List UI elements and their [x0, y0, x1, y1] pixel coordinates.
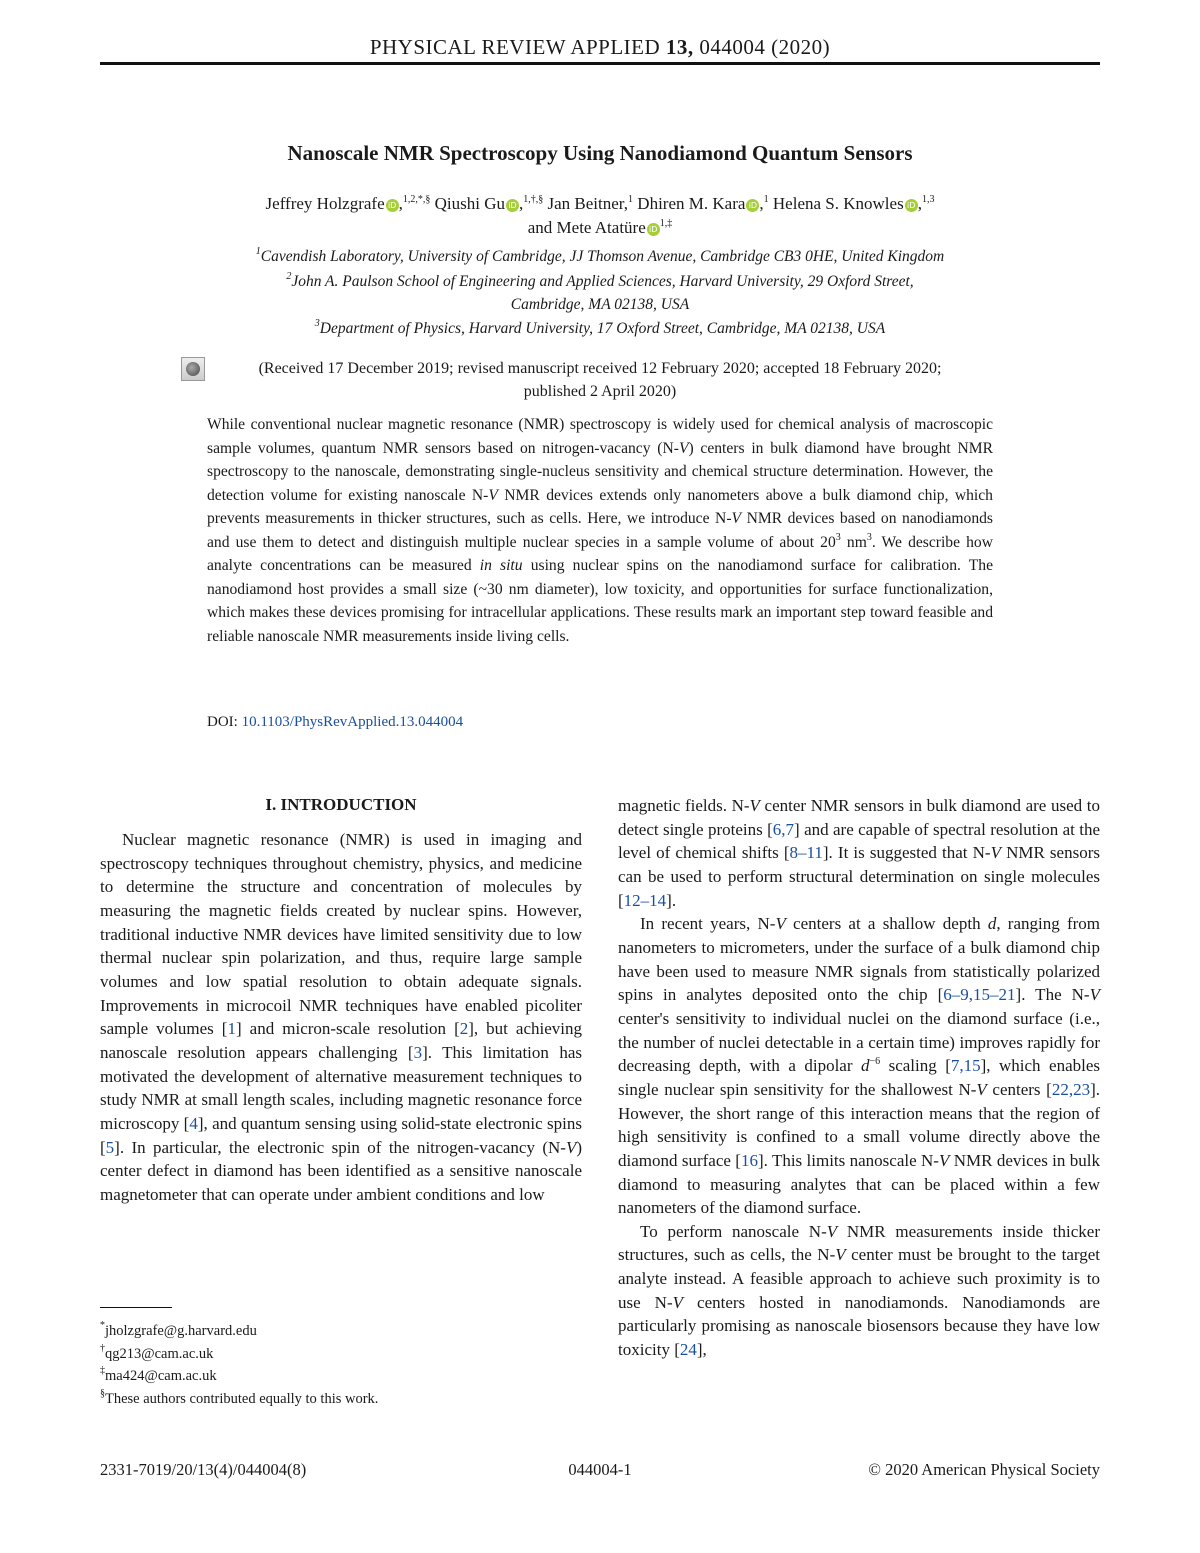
citation-link[interactable]: 1 — [227, 1019, 236, 1039]
footnote: §These authors contributed equally to this work. — [100, 1387, 379, 1407]
footnote-rule — [100, 1307, 172, 1308]
footnote: ‡ma424@cam.ac.uk — [100, 1365, 217, 1384]
citation-link[interactable]: 8–11 — [789, 843, 823, 863]
section-heading: I. INTRODUCTION — [265, 795, 417, 814]
author-name[interactable]: Qiushi Gu — [434, 194, 506, 213]
footnote: *jholzgrafe@g.harvard.edu — [100, 1320, 257, 1339]
received-dates: (Received 17 December 2019; revised manuscript received 12 February 2020; accepted 18 February 2020; published 2 April 2020) — [258, 360, 942, 400]
author-name[interactable]: Helena S. Knowles — [772, 194, 904, 213]
citation-link[interactable]: 16 — [740, 1150, 758, 1170]
author-list: Jeffrey Holzgrafe iD ,$^{1,2,*,\S}$ Qiushi Gu iD ,$^{1,\dagger,\S}$ Jan Beitner,$^1$ Dhiren M. Kara iD ,$^1$ Helena S. Knowles iD ,$^{1,3}$ and Mete Atatüre $iD^{1,\ddagger}$ — [265, 194, 935, 237]
citation-link[interactable]: 12–14 — [623, 890, 667, 910]
orcid-icon[interactable]: iD — [905, 199, 918, 212]
citation-link[interactable]: 6,7 — [772, 819, 795, 839]
orcid-icon[interactable]: iD — [647, 223, 660, 236]
affiliation-1: $^1$Cavendish Laboratory, University of Cambridge, JJ Thomson Avenue, Cambridge CB3 0HE, United Kingdom — [255, 246, 945, 265]
journal-header: PHYSICAL REVIEW APPLIED 13, 044004 (2020) — [369, 35, 831, 59]
header-rule — [100, 62, 1100, 65]
orcid-icon[interactable]: iD — [746, 199, 759, 212]
citation-link[interactable]: 5 — [105, 1137, 115, 1157]
footnotes — [100, 1320, 378, 1410]
orcid-icon[interactable]: iD — [386, 199, 399, 212]
affiliation-2: $^2$John A. Paulson School of Engineering and Applied Sciences, Harvard University, 29 Oxford Street, Cambridge, MA 02138, USA — [286, 271, 914, 313]
doi-line: DOI: 10.1103/PhysRevApplied.13.044004 — [207, 714, 464, 730]
right-column: magnetic fields. N-V center NMR sensors in bulk diamond are used to detect single proteins [6,7] and are capable of spectral resolution at the level of chemical shifts [8–11]. It is suggested that N-V NMR sensors can be used to perform structural determination on single molecules [12–14]. In recent years, N-V centers at a shallow depth d, ranging from nanometers to micrometers, under the surface of a bulk diamond chip have been used to measure NMR signals from statistically polarized spins in analytes deposited onto the chip [6–9,15–21]. The N-V center's sensitivity to individual nuclei on the diamond surface (i.e., the number of nuclei detectable in a certain time) improves rapidly for decreasing depth, with a dipolar $d^{-6}$ scaling [7,15], which enables single nuclear spin sensitivity for the shallowest N-V centers [22,23]. However, the short range of this interaction means that the region of high sensitivity is confined to a small volume directly above the diamond surface [16]. This limits nanoscale N-V NMR devices in bulk diamond to measuring analytes that can be placed within a few nanometers of the diamond surface. To perform nanoscale N-V NMR measurements inside thicker structures, such as cells, the N-V center must be brought to the target analyte instead. A feasible approach to achieve such proximity is to use N-V centers hosted in nanodiamonds. Nanodiamonds are particularly promising as nanoscale biosensors because they have low toxicity [24], — [618, 796, 1101, 1360]
citation-link[interactable]: 4 — [189, 1113, 198, 1133]
citation-link[interactable]: 24 — [679, 1340, 697, 1360]
doi-link[interactable]: 10.1103/PhysRevApplied.13.044004 — [241, 714, 464, 730]
citation-link[interactable]: 2 — [459, 1019, 469, 1039]
footer-issn: 2331-7019/20/13(4)/044004(8) — [100, 1460, 307, 1479]
article-title: Nanoscale NMR Spectroscopy Using Nanodiamond Quantum Sensors — [287, 141, 913, 165]
author-name[interactable]: Jan Beitner, — [547, 194, 629, 213]
citation-link[interactable]: 6–9,15–21 — [943, 985, 1016, 1005]
affiliation-3: $^3$Department of Physics, Harvard University, 17 Oxford Street, Cambridge, MA 02138, USA — [314, 318, 886, 337]
citation-link[interactable]: 22,23 — [1051, 1079, 1091, 1099]
orcid-icon[interactable]: iD — [506, 199, 519, 212]
abstract: While conventional nuclear magnetic resonance (NMR) spectroscopy is widely used for chemical analysis of macroscopic sample volumes, quantum NMR sensors based on nitrogen-vacancy (N-V) centers in bulk diamond have brought NMR spectroscopy to the nanoscale, demonstrating single-nucleus sensitivity and chemical structure determination. However, the detection volume for existing nanoscale N-V NMR devices extends only nanometers above a bulk diamond chip, which prevents measurements in thicker structures, such as cells. Here, we introduce N-V NMR devices based on nanodiamonds and use them to detect and distinguish multiple nuclear species in a sample volume of about $20^3$ $nm^3$. We describe how analyte concentrations can be measured in situ using nuclear spins on the nanodiamond surface for calibration. The nanodiamond host provides a small size (~30 nm diameter), low toxicity, and opportunities for surface functionalization, which makes these devices promising for intracellular applications. These results mark an important step toward feasible and reliable nanoscale NMR measurements inside living cells. — [207, 416, 994, 645]
footer-page-number: 044004-1 — [568, 1460, 632, 1479]
author-name[interactable]: and Mete Atatüre — [527, 218, 646, 237]
footnote: †qg213@cam.ac.uk — [100, 1342, 214, 1362]
author-name[interactable]: Dhiren M. Kara — [637, 194, 746, 213]
citation-link[interactable]: 7,15 — [950, 1056, 981, 1076]
author-name[interactable]: Jeffrey Holzgrafe — [265, 194, 385, 213]
footer-copyright: © 2020 American Physical Society — [868, 1460, 1100, 1479]
left-column: Nuclear magnetic resonance (NMR) is used in imaging and spectroscopy techniques throughout chemistry, physics, and medicine to determine the structure and concentration of molecules by measuring the magnetic fields created by nuclear spins. However, traditional inductive NMR devices have limited sensitivity due to low thermal nuclear spin polarization, and thus, require large sample volumes and low spatial resolution to obtain adequate signals. Improvements in microcoil NMR techniques have enabled picoliter sample volumes [1] and micron-scale resolution [2], but achieving nanoscale resolution appears challenging [3]. This limitation has motivated the development of alternative measurement techniques to study NMR at small length scales, including magnetic resonance force microscopy [4], and quantum sensing using solid-state electronic spins [5]. In particular, the electronic spin of the nitrogen-vacancy (N-V) center defect in diamond has been identified as a sensitive nanoscale magnetometer that can operate under ambient conditions and low — [100, 830, 583, 1204]
citation-link[interactable]: 3 — [413, 1042, 423, 1062]
